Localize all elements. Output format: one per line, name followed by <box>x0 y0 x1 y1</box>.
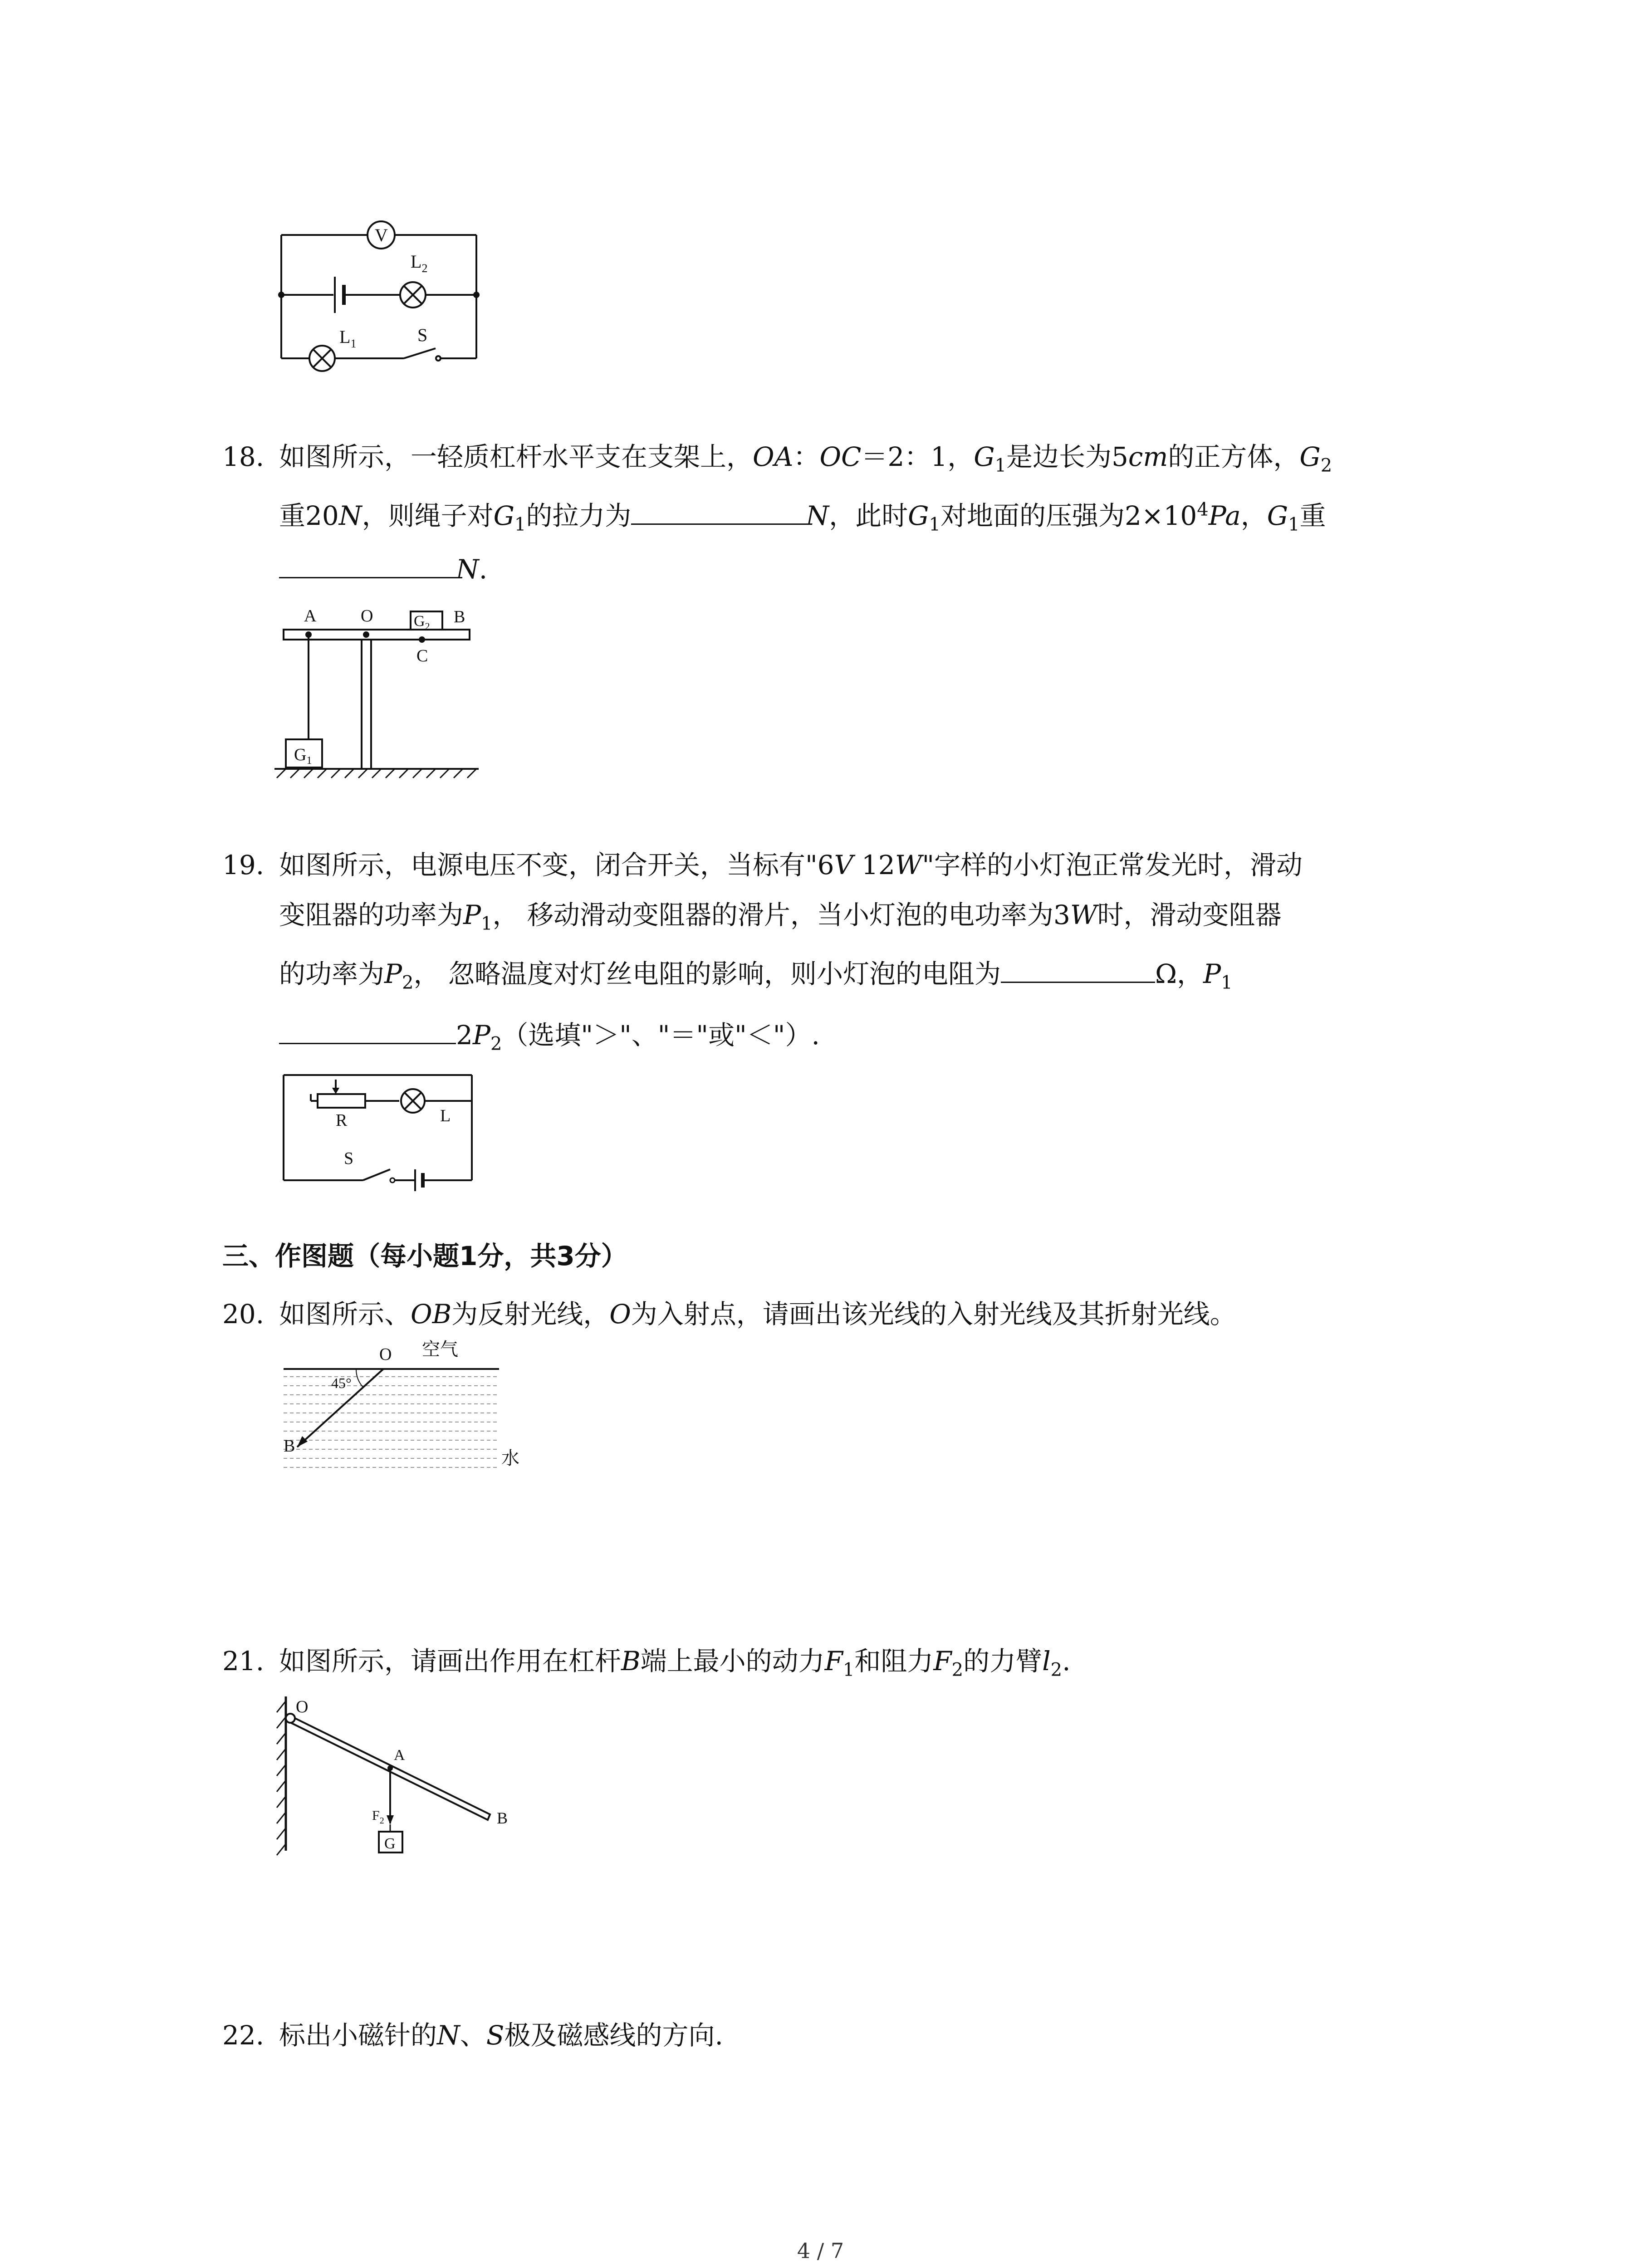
water-label: 水 <box>501 1448 519 1468</box>
figure-19-circuit <box>277 1061 481 1188</box>
block-g2-label: G <box>414 613 425 630</box>
air-label: 空气 <box>422 1339 458 1359</box>
question-18-line-2: 重20N，则绳子对$G_1$的拉力为 N，此时$G_1$对地面的压强为$2\times 10^4Pa$，$G_1$重 <box>279 499 1326 535</box>
point-a-label: A <box>304 606 317 626</box>
point-b-label: B <box>284 1437 295 1456</box>
question-18-line-3: N. <box>279 553 487 585</box>
force-f2-label: F <box>372 1808 380 1823</box>
question-number: 18. <box>222 441 265 472</box>
lamp-l-label: L <box>440 1106 451 1125</box>
page-number: 4 / 7 <box>797 2239 844 2263</box>
figure-21-lever <box>268 1692 522 1873</box>
question-19-line-3: 的功率为$P_2$， 忽略温度对灯丝电阻的影响，则小灯泡的电阻为 Ω，$P_1$ <box>279 958 1233 993</box>
rheostat-r-label: R <box>336 1111 348 1130</box>
switch-s-label: S <box>344 1149 354 1168</box>
figure-17-circuit <box>272 213 481 376</box>
svg-text:G2: $G_2$ <box>414 613 430 632</box>
question-19-line-1: 19. 如图所示，电源电压不变，闭合开关，当标有"6V 12W"字样的小灯泡正常发光时，滑动 <box>222 850 1303 880</box>
weight-g-label: G <box>384 1835 396 1852</box>
svg-text:L2: $L_2$ <box>411 251 428 275</box>
point-o-label: O <box>379 1345 392 1364</box>
figure-18-lever <box>272 594 481 785</box>
voltmeter-label: V <box>375 225 388 245</box>
point-o-label: O <box>361 606 373 626</box>
figure-20-water-surface <box>272 1334 526 1488</box>
point-a-label: A <box>394 1747 405 1764</box>
end-b-label: B <box>497 1809 508 1827</box>
pivot-o-label: O <box>296 1697 309 1716</box>
question-20-line-1: 20. 如图所示、OB为反射光线，O为入射点，请画出该光线的入射光线及其折射光线。 <box>222 1299 1236 1330</box>
angle-label: 45° <box>331 1375 352 1391</box>
question-21-line-1: 21. 如图所示，请画出作用在杠杆B端上最小的动力$F_1$和阻力$F_2$的力臂$l_2$. <box>222 1646 1071 1681</box>
question-19-line-4: $2P_2$（选填"＞"、"＝"或"＜"）. <box>279 1014 820 1055</box>
point-b-label: B <box>454 607 465 626</box>
svg-text:L1: $L_1$ <box>339 327 357 350</box>
answer-blank-19a[interactable] <box>1001 958 1155 983</box>
section-heading-drawing: 三、作图题（每小题1分，共3分） <box>222 1241 627 1271</box>
question-number: 21. <box>222 1646 265 1677</box>
lamp-l2-label: L <box>411 251 422 272</box>
answer-blank-18b[interactable] <box>279 553 456 578</box>
svg-text:G1: $G_1$ <box>294 745 312 767</box>
question-19-line-2: 变阻器的功率为$P_1$， 移动滑动变阻器的滑片，当小灯泡的电功率为3W时，滑动变阻器 <box>279 899 1282 934</box>
question-number: 19. <box>222 850 265 880</box>
svg-text:F2: $F_2$ <box>372 1808 384 1826</box>
lamp-l1-label: L <box>339 327 351 347</box>
answer-blank-18a[interactable] <box>631 500 806 525</box>
question-number: 22. <box>222 2020 265 2051</box>
answer-blank-19b[interactable] <box>279 1019 456 1044</box>
switch-label: S <box>417 325 428 345</box>
point-c-label: C <box>416 646 428 665</box>
block-g1-label: G <box>294 745 307 764</box>
question-22-line-1: 22. 标出小磁针的N、S极及磁感线的方向. <box>222 2020 723 2051</box>
question-18-line-1: 18. 如图所示，一轻质杠杆水平支在支架上，OA：OC＝2：1，$G_1$是边长为5cm的正方体，$G_2$ <box>222 441 1332 476</box>
question-number: 20. <box>222 1299 265 1330</box>
